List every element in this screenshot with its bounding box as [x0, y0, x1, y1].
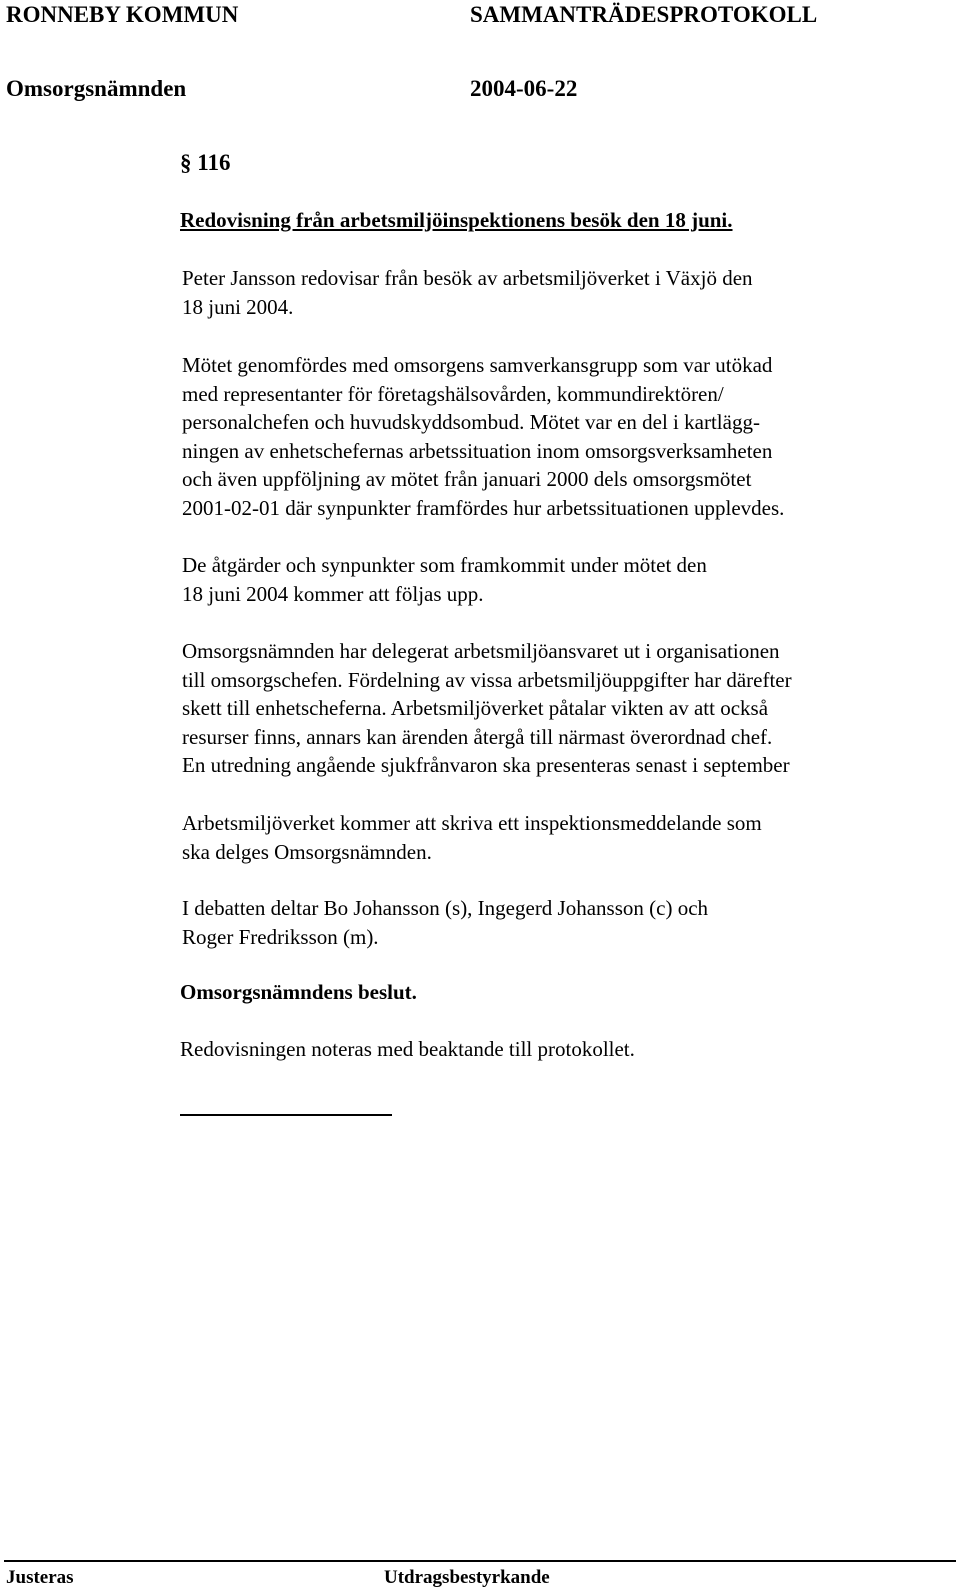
text-line: och även uppföljning av mötet från januari 2000 dels omsorgsmötet	[182, 467, 752, 492]
decision-heading: Omsorgsnämndens beslut.	[180, 980, 417, 1004]
text-line: skett till enhetscheferna. Arbetsmiljöverket påtalar vikten av att också	[182, 696, 769, 721]
decision-text: Redovisningen noteras med beaktande till protokollet.	[180, 1037, 635, 1061]
paragraph-report	[182, 264, 922, 321]
footer-utdragsbestyrkande: Utdragsbestyrkande	[384, 1567, 550, 1588]
paragraph-inspection	[182, 809, 922, 866]
text-line: Peter Jansson redovisar från besök av arbetsmiljöverket i Växjö den	[182, 266, 753, 290]
footer-rule	[4, 1560, 956, 1562]
text-line: Roger Fredriksson (m).	[182, 924, 379, 949]
text-line: I debatten deltar Bo Johansson (s), Ingegerd Johansson (c) och	[182, 896, 709, 920]
paragraph-meeting	[182, 351, 922, 523]
text-line: Omsorgsnämnden har delegerat arbetsmiljöansvaret ut i organisationen	[182, 639, 780, 663]
footer-justeras: Justeras	[6, 1567, 74, 1588]
text-line: till omsorgschefen. Fördelning av vissa arbetsmiljöuppgifter har därefter	[182, 667, 792, 692]
text-line: ska delges Omsorgsnämnden.	[182, 839, 432, 864]
text-line: resurser finns, annars kan ärenden återgå till närmast överordnad chef.	[182, 724, 773, 749]
paragraph-debate	[182, 894, 922, 951]
paragraph-delegation	[182, 637, 922, 780]
text-line: Mötet genomfördes med omsorgens samverkansgrupp som var utökad	[182, 353, 773, 377]
org-name: RONNEBY KOMMUN	[6, 2, 239, 27]
text-line: 2001-02-01 där synpunkter framfördes hur arbetssituationen upplevdes.	[182, 495, 785, 520]
end-rule	[180, 1114, 392, 1116]
text-line: personalchefen och huvudskyddsombud. Mötet var en del i kartlägg-	[182, 410, 760, 435]
section-title: Redovisning från arbetsmiljöinspektionens besök den 18 juni.	[180, 208, 733, 232]
text-line: Arbetsmiljöverket kommer att skriva ett inspektionsmeddelande som	[182, 811, 762, 835]
meeting-date: 2004-06-22	[470, 76, 578, 101]
document-type: SAMMANTRÄDESPROTOKOLL	[470, 2, 818, 27]
text-line: En utredning angående sjukfrånvaron ska presenteras senast i september	[182, 753, 790, 778]
committee-name: Omsorgsnämnden	[6, 76, 187, 101]
text-line: ningen av enhetschefernas arbetssituation inom omsorgsverksamheten	[182, 438, 773, 463]
text-line: De åtgärder och synpunkter som framkommit under mötet den	[182, 553, 707, 577]
paragraph-followup	[182, 551, 922, 608]
text-line: 18 juni 2004 kommer att följas upp.	[182, 581, 484, 606]
section-number: § 116	[180, 150, 231, 175]
text-line: med representanter för företagshälsovården, kommundirektören/	[182, 381, 724, 406]
text-line: 18 juni 2004.	[182, 294, 294, 319]
